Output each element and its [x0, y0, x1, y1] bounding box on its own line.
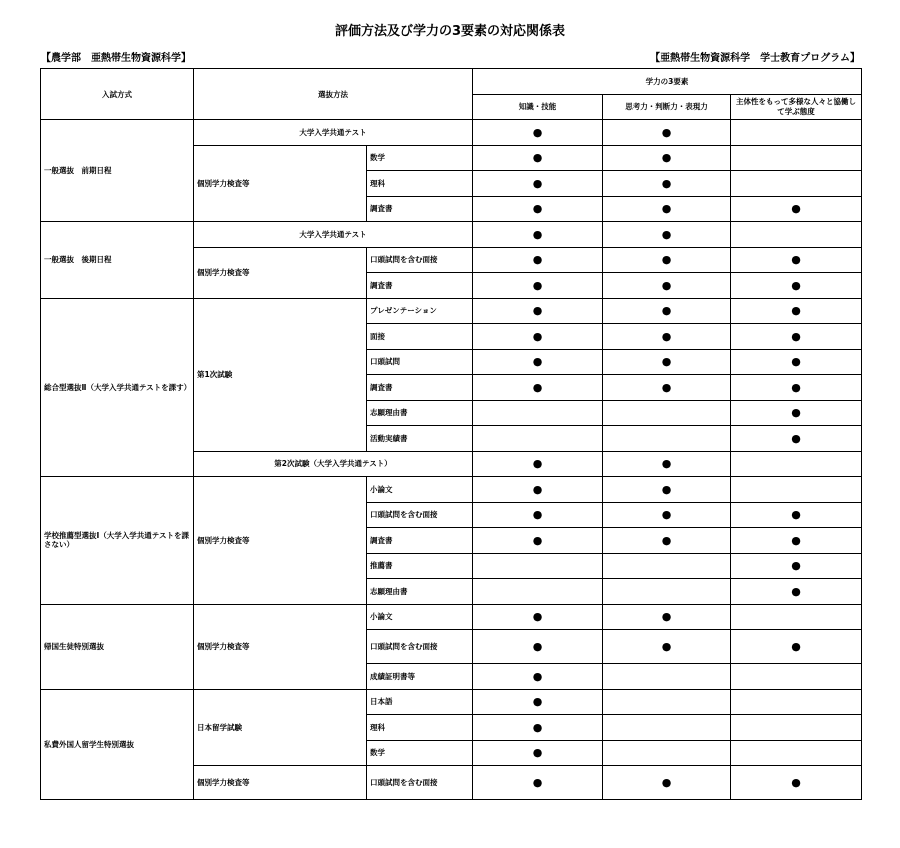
attitude-cell	[731, 451, 862, 477]
thinking-cell	[603, 349, 731, 375]
bullet-mark: ●	[661, 253, 672, 267]
sub-method-cell: 数学	[367, 740, 473, 766]
method-cell: 個別学力検査等	[194, 604, 367, 689]
knowledge-cell	[473, 375, 603, 401]
sub-method-cell: 日本語	[367, 689, 473, 715]
bullet-mark: ●	[532, 151, 543, 165]
knowledge-cell	[473, 196, 603, 222]
bullet-mark: ●	[532, 380, 543, 394]
bullet-mark: ●	[791, 253, 801, 267]
exam-type-cell: 私費外国人留学生特別選抜	[41, 689, 194, 800]
bullet-mark: ●	[661, 202, 672, 216]
thinking-cell	[603, 528, 731, 554]
bullet-mark: ●	[791, 406, 801, 420]
knowledge-cell	[473, 664, 603, 690]
bullet-mark: ●	[661, 176, 672, 190]
bullet-mark: ●	[532, 533, 543, 547]
sub-method-cell: 口頭試問を含む面接	[367, 247, 473, 273]
bullet-mark: ●	[532, 610, 543, 624]
page-title: 評価方法及び学力の3要素の対応関係表	[334, 24, 566, 39]
sub-method-cell: プレゼンテーション	[367, 298, 473, 324]
knowledge-cell	[473, 451, 603, 477]
bullet-mark: ●	[791, 533, 801, 547]
exam-type-cell: 一般選抜 前期日程	[41, 120, 194, 222]
table-row	[41, 689, 862, 715]
knowledge-cell	[473, 604, 603, 630]
method-cell: 個別学力検査等	[194, 766, 367, 800]
thinking-cell	[603, 120, 731, 146]
table-row	[41, 222, 862, 248]
method-cell: 個別学力検査等	[194, 247, 367, 298]
exam-type-cell: 一般選抜 後期日程	[41, 222, 194, 299]
header-attitude: 主体性をもって多様な人々と協働して学ぶ態度	[731, 94, 862, 120]
bullet-mark: ●	[791, 304, 801, 318]
attitude-cell	[731, 273, 862, 299]
attitude-cell	[731, 120, 862, 146]
header-knowledge: 知識・技能	[473, 94, 603, 120]
thinking-cell	[603, 664, 731, 690]
sub-method-cell: 志願理由書	[367, 400, 473, 426]
header-method: 選抜方法	[194, 69, 473, 120]
bullet-mark: ●	[532, 329, 543, 343]
knowledge-cell	[473, 222, 603, 248]
table-row	[41, 604, 862, 630]
bullet-mark: ●	[661, 304, 672, 318]
attitude-cell	[731, 664, 862, 690]
header-thinking: 思考力・判断力・表現力	[603, 94, 731, 120]
knowledge-cell	[473, 400, 603, 426]
thinking-cell	[603, 247, 731, 273]
sub-method-cell: 口頭試問を含む面接	[367, 630, 473, 664]
knowledge-cell	[473, 715, 603, 741]
bullet-mark: ●	[532, 355, 543, 369]
bullet-mark: ●	[532, 457, 543, 471]
bullet-mark: ●	[532, 746, 543, 760]
thinking-cell	[603, 324, 731, 350]
attitude-cell	[731, 145, 862, 171]
sub-method-cell: 小論文	[367, 477, 473, 503]
thinking-cell	[603, 502, 731, 528]
knowledge-cell	[473, 247, 603, 273]
header-three-elements: 学力の3要素	[473, 69, 862, 95]
knowledge-cell	[473, 120, 603, 146]
sub-method-cell: 調査書	[367, 196, 473, 222]
attitude-cell	[731, 349, 862, 375]
attitude-cell	[731, 740, 862, 766]
method-cell: 日本留学試験	[194, 689, 367, 766]
sub-method-cell: 小論文	[367, 604, 473, 630]
thinking-cell	[603, 766, 731, 800]
attitude-cell	[731, 324, 862, 350]
exam-type-cell: 総合型選抜Ⅱ（大学入学共通テストを課す）	[41, 298, 194, 477]
bullet-mark: ●	[791, 355, 801, 369]
knowledge-cell	[473, 171, 603, 197]
bullet-mark: ●	[791, 508, 801, 522]
attitude-cell	[731, 375, 862, 401]
sub-method-cell: 口頭試問	[367, 349, 473, 375]
bullet-mark: ●	[661, 533, 672, 547]
bullet-mark: ●	[532, 669, 543, 683]
thinking-cell	[603, 630, 731, 664]
bullet-mark: ●	[532, 508, 543, 522]
method-cell: 個別学力検査等	[194, 477, 367, 605]
knowledge-cell	[473, 766, 603, 800]
bullet-mark: ●	[661, 610, 672, 624]
attitude-cell	[731, 630, 862, 664]
bullet-mark: ●	[661, 640, 672, 653]
knowledge-cell	[473, 630, 603, 664]
bullet-mark: ●	[661, 151, 672, 165]
bullet-mark: ●	[532, 125, 543, 139]
table-row	[41, 477, 862, 503]
bullet-mark: ●	[661, 508, 672, 522]
bullet-mark: ●	[532, 278, 543, 292]
bullet-mark: ●	[532, 640, 543, 653]
bullet-mark: ●	[791, 380, 801, 394]
bullet-mark: ●	[532, 482, 543, 496]
sub-method-cell: 調査書	[367, 528, 473, 554]
knowledge-cell	[473, 579, 603, 605]
sub-method-cell: 調査書	[367, 273, 473, 299]
bullet-mark: ●	[532, 227, 543, 241]
thinking-cell	[603, 375, 731, 401]
table-row	[41, 120, 862, 146]
sub-method-cell: 数学	[367, 145, 473, 171]
bullet-mark: ●	[661, 776, 672, 789]
bullet-mark: ●	[532, 720, 543, 734]
method-cell: 第2次試験（大学入学共通テスト）	[194, 451, 473, 477]
attitude-cell	[731, 604, 862, 630]
bullet-mark: ●	[661, 355, 672, 369]
bullet-mark: ●	[661, 482, 672, 496]
attitude-cell	[731, 171, 862, 197]
thinking-cell	[603, 196, 731, 222]
attitude-cell	[731, 502, 862, 528]
attitude-cell	[731, 715, 862, 741]
bullet-mark: ●	[661, 380, 672, 394]
bullet-mark: ●	[532, 202, 543, 216]
bullet-mark: ●	[791, 640, 801, 653]
thinking-cell	[603, 400, 731, 426]
bullet-mark: ●	[532, 304, 543, 318]
bullet-mark: ●	[791, 584, 801, 598]
bullet-mark: ●	[661, 278, 672, 292]
knowledge-cell	[473, 145, 603, 171]
thinking-cell	[603, 604, 731, 630]
knowledge-cell	[473, 273, 603, 299]
knowledge-cell	[473, 324, 603, 350]
exam-type-cell: 学校推薦型選抜Ⅰ（大学入学共通テストを課さない）	[41, 477, 194, 605]
bullet-mark: ●	[532, 253, 543, 267]
attitude-cell	[731, 689, 862, 715]
bullet-mark: ●	[791, 278, 801, 292]
method-cell: 第1次試験	[194, 298, 367, 451]
knowledge-cell	[473, 502, 603, 528]
thinking-cell	[603, 145, 731, 171]
attitude-cell	[731, 247, 862, 273]
sub-method-cell: 口頭試問を含む面接	[367, 502, 473, 528]
sub-method-cell: 調査書	[367, 375, 473, 401]
attitude-cell	[731, 553, 862, 579]
method-cell: 大学入学共通テスト	[194, 222, 473, 248]
sub-method-cell: 理科	[367, 715, 473, 741]
thinking-cell	[603, 171, 731, 197]
header-exam-type: 入試方式	[41, 69, 194, 120]
sub-method-cell: 口頭試問を含む面接	[367, 766, 473, 800]
bullet-mark: ●	[661, 457, 672, 471]
exam-type-cell: 帰国生徒特別選抜	[41, 604, 194, 689]
thinking-cell	[603, 222, 731, 248]
knowledge-cell	[473, 426, 603, 452]
attitude-cell	[731, 426, 862, 452]
attitude-cell	[731, 298, 862, 324]
thinking-cell	[603, 715, 731, 741]
bullet-mark: ●	[791, 559, 801, 573]
attitude-cell	[731, 579, 862, 605]
thinking-cell	[603, 426, 731, 452]
method-cell: 個別学力検査等	[194, 145, 367, 222]
attitude-cell	[731, 766, 862, 800]
sub-method-cell: 理科	[367, 171, 473, 197]
bullet-mark: ●	[661, 125, 672, 139]
table-row	[41, 298, 862, 324]
bullet-mark: ●	[661, 329, 672, 343]
sub-method-cell: 活動実績書	[367, 426, 473, 452]
program-label: 【亜熱帯生物資源科学 学士教育プログラム】	[650, 53, 860, 64]
thinking-cell	[603, 553, 731, 579]
bullet-mark: ●	[791, 776, 801, 789]
bullet-mark: ●	[791, 202, 801, 216]
sub-method-cell: 推薦書	[367, 553, 473, 579]
attitude-cell	[731, 222, 862, 248]
thinking-cell	[603, 477, 731, 503]
bullet-mark: ●	[791, 431, 801, 445]
knowledge-cell	[473, 553, 603, 579]
evaluation-table	[40, 68, 862, 800]
faculty-label: 【農学部 亜熱帯生物資源科学】	[41, 53, 191, 64]
knowledge-cell	[473, 349, 603, 375]
thinking-cell	[603, 740, 731, 766]
sub-method-cell: 志願理由書	[367, 579, 473, 605]
knowledge-cell	[473, 689, 603, 715]
bullet-mark: ●	[532, 176, 543, 190]
thinking-cell	[603, 689, 731, 715]
bullet-mark: ●	[532, 776, 543, 789]
knowledge-cell	[473, 528, 603, 554]
thinking-cell	[603, 273, 731, 299]
thinking-cell	[603, 451, 731, 477]
knowledge-cell	[473, 740, 603, 766]
bullet-mark: ●	[532, 695, 543, 709]
knowledge-cell	[473, 477, 603, 503]
attitude-cell	[731, 477, 862, 503]
sub-method-cell: 成績証明書等	[367, 664, 473, 690]
thinking-cell	[603, 579, 731, 605]
bullet-mark: ●	[791, 329, 801, 343]
bullet-mark: ●	[661, 227, 672, 241]
attitude-cell	[731, 196, 862, 222]
thinking-cell	[603, 298, 731, 324]
attitude-cell	[731, 528, 862, 554]
knowledge-cell	[473, 298, 603, 324]
attitude-cell	[731, 400, 862, 426]
sub-method-cell: 面接	[367, 324, 473, 350]
method-cell: 大学入学共通テスト	[194, 120, 473, 146]
